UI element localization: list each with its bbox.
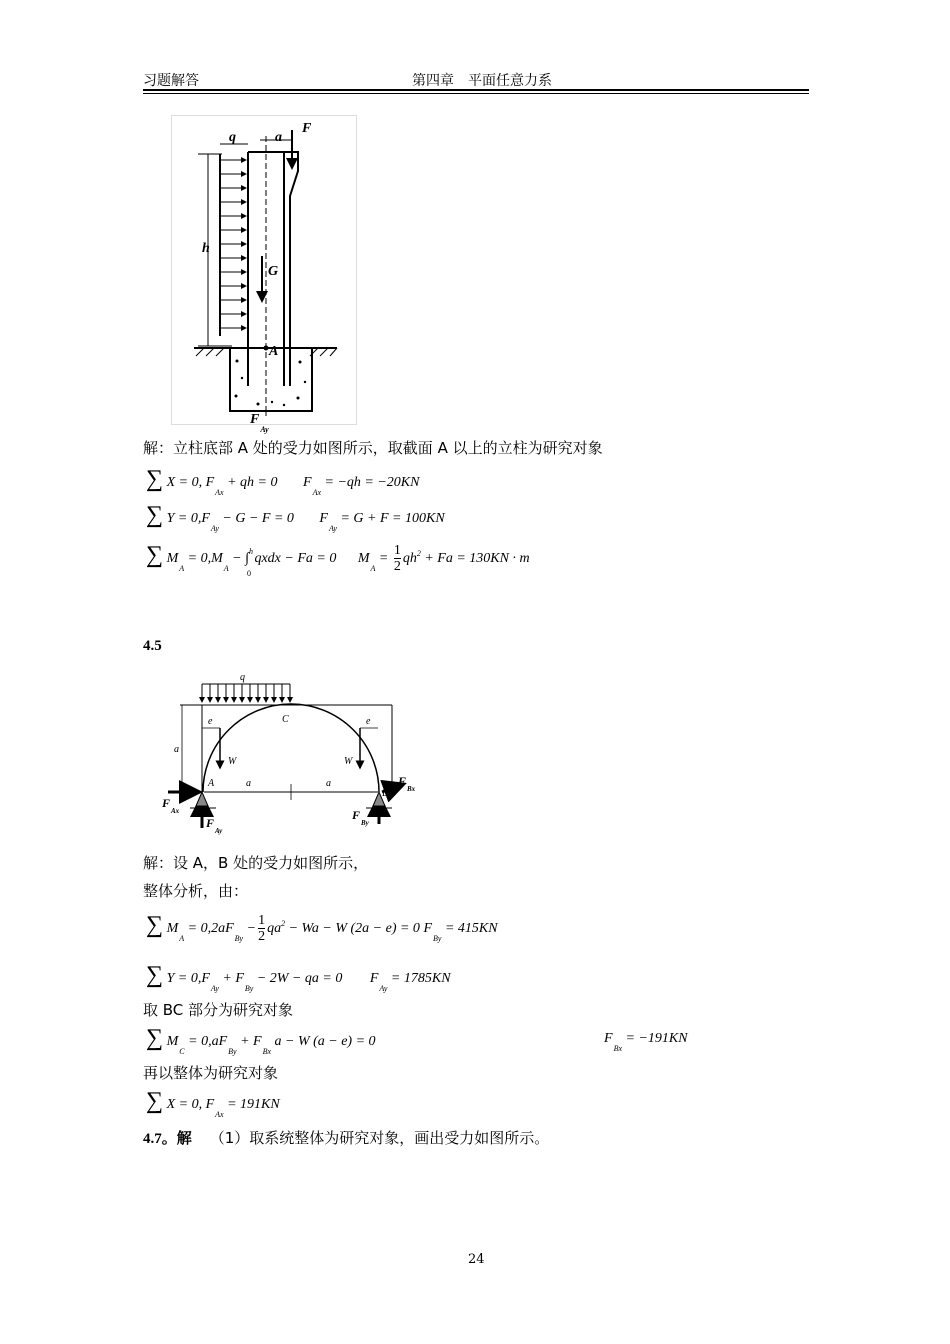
equation-45-3: ∑ $M_C = 0,aF_{By} + F_{Bx}$ a − W (a − e) = 0 — [146, 1025, 376, 1056]
header-left: 习题解答 — [143, 73, 199, 89]
label-arch-e-right: e — [366, 716, 371, 727]
label-A: A — [269, 344, 279, 359]
equation-45-2: ∑ $Y = 0,F_{Ay} + F_{By} - 2W$ − qa = 0 $F_{Ay} = 1785KN$ — [146, 962, 451, 993]
label-FBy: $F_{By}$ — [352, 808, 369, 827]
label-arch-C: C — [282, 714, 289, 725]
label-h: h — [202, 241, 210, 256]
header-chapter-title: 第四章 平面任意力系 — [412, 73, 552, 89]
problem-47-sep: 。解 — [161, 1129, 192, 1147]
label-G: G — [268, 264, 279, 279]
column-diagram — [172, 116, 358, 446]
equation-44-1: ∑ X = 0, $F_{Ax}$ + qh = 0 $F_{Ax} = -qh = -20KN$ — [146, 466, 420, 497]
label-a: a — [275, 130, 282, 145]
equation-45-1: ∑ $M_A = 0,2aF_{By}$ − $\frac{1}{2}$ $qa^2 - Wa - W$ (2a − e) = 0 $F_{By} = 415KN$ — [146, 912, 498, 945]
label-FAy: $F_{Ay}$ — [206, 816, 223, 835]
solution-45-intro: 解：设 A，B 处的受力如图所示， — [143, 854, 369, 872]
label-arch-A: A — [208, 778, 215, 789]
problem-47-line — [143, 1127, 549, 1148]
header-rule-thin — [143, 93, 809, 94]
column-figure — [171, 115, 357, 434]
label-F: F — [302, 121, 312, 136]
solution-44-intro: 解：立柱底部 A 处的受力如图所示，取截面 A 以上的立柱为研究对象 — [143, 439, 603, 457]
equation-45-3-result: $F_{Bx} = -191KN$ — [604, 1031, 688, 1053]
label-arch-a-second: a — [326, 778, 331, 789]
label-arch-W-right: W — [344, 756, 353, 767]
label-q: q — [229, 130, 236, 145]
solution-45-overall-again: 再以整体为研究对象 — [143, 1064, 279, 1082]
label-arch-q: q — [240, 672, 245, 683]
label-arch-a-first: a — [246, 778, 251, 789]
label-FBx: $F_{Bx}$ — [398, 774, 416, 793]
problem-47-number: 4.7 — [143, 1131, 162, 1147]
label-arch-a-vertical: a — [174, 744, 179, 755]
solution-45-overall: 整体分析，由： — [143, 882, 249, 900]
arch-diagram — [160, 672, 420, 844]
label-Fy: $F_{Ay}$ — [250, 412, 269, 434]
page-number: 24 — [468, 1252, 485, 1267]
problem-45-number: 4.5 — [143, 638, 162, 654]
solution-45-bc: 取 BC 部分为研究对象 — [143, 1001, 294, 1019]
label-arch-e-left: e — [208, 716, 213, 727]
equation-44-2: ∑ $Y = 0,F_{Ay} - G - F = 0$ $F_{Ay} = G + F = 100KN$ — [146, 502, 445, 533]
equation-44-3: ∑ $M_A = 0,M_A - \int^h_0$ qxdx − Fa = 0 $M_A$ = $\frac{1}{2}$ $qh^2 + Fa = 130KN \cdot m$ — [146, 542, 530, 578]
label-arch-B: B — [382, 788, 389, 799]
problem-47-text: （1）取系统整体为研究对象，画出受力如图所示。 — [209, 1129, 550, 1147]
equation-45-4: ∑ X = 0, $F_{Ax} = 191KN$ — [146, 1088, 280, 1119]
label-arch-W-left: W — [228, 756, 237, 767]
label-FAx: $F_{Ax}$ — [162, 796, 180, 815]
header-rule-thick — [143, 89, 809, 91]
arch-figure — [160, 672, 420, 844]
